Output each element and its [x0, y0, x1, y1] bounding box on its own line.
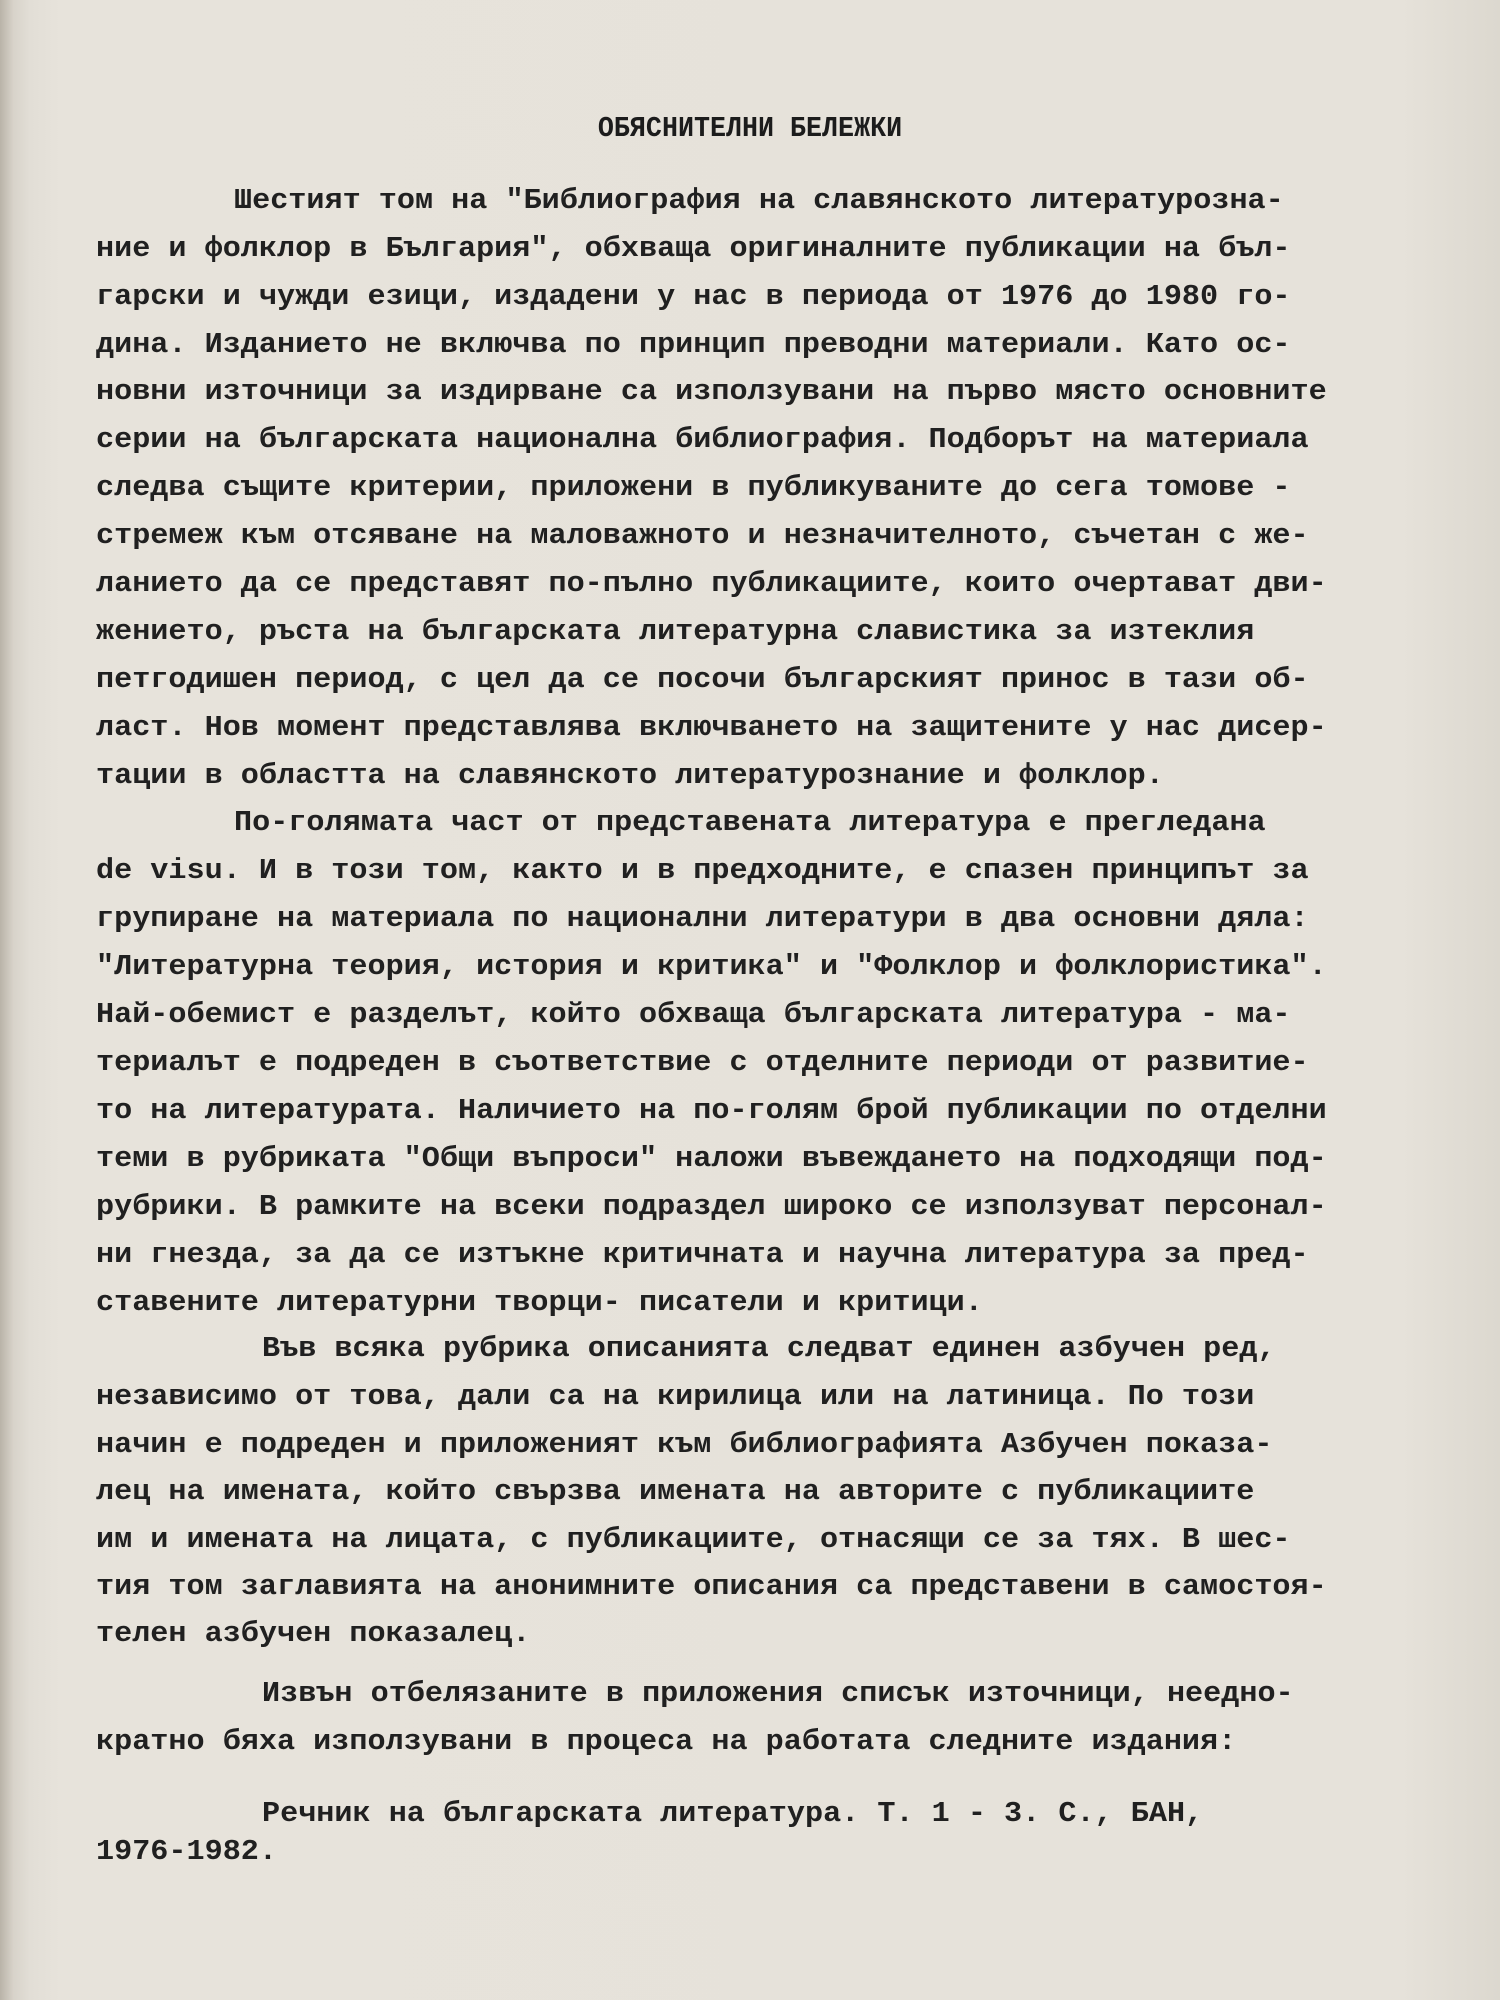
text-line: ставените литературни творци- писатели и критици.: [96, 1286, 983, 1319]
text-line: гарски и чужди езици, издадени у нас в периода от 1976 до 1980 го-: [96, 280, 1291, 313]
text-line: Най-обемист е разделът, който обхваща българската литература - ма-: [96, 998, 1291, 1031]
text-line: териалът е подреден в съответствие с отделните периоди от развитие-: [96, 1046, 1309, 1079]
text-line: серии на българската национална библиография. Подборът на материала: [96, 423, 1309, 456]
text-line: 1976-1982.: [96, 1835, 277, 1868]
text-line: стремеж към отсяване на маловажното и незначителното, съчетан с же-: [96, 519, 1309, 552]
page-title: ОБЯСНИТЕЛНИ БЕЛЕЖКИ: [597, 112, 903, 145]
text-line: тия том заглавията на анонимните описания са представени в самостоя-: [96, 1570, 1327, 1603]
text-line: дина. Изданието не включва по принцип преводни материали. Като ос-: [96, 328, 1291, 361]
text-line: ласт. Нов момент представлява включването на защитените у нас дисер-: [96, 711, 1327, 744]
text-line: групиране на материала по национални литератури в два основни дяла:: [96, 902, 1309, 935]
page-binding-edge: [0, 0, 14, 2000]
text-line: новни източници за издирване са използувани на първо място основните: [96, 375, 1327, 408]
text-line: независимо от това, дали са на кирилица или на латиница. По този: [96, 1380, 1255, 1413]
text-line: лец на имената, който свързва имената на авторите с публикациите: [96, 1475, 1255, 1508]
text-line: начин е подреден и приложеният към библиографията Азбучен показа-: [96, 1428, 1273, 1461]
text-line: жението, ръста на българската литературна славистика за изтеклия: [96, 615, 1255, 648]
text-line: кратно бяха използувани в процеса на работата следните издания:: [96, 1725, 1237, 1758]
text-line: Във всяка рубрика описанията следват единен азбучен ред,: [262, 1332, 1276, 1365]
text-line: петгодишен период, с цел да се посочи българският принос в тази об-: [96, 663, 1309, 696]
text-line: телен азбучен показалец.: [96, 1617, 531, 1650]
text-line: теми в рубриката "Общи въпроси" наложи въвеждането на подходящи под-: [96, 1142, 1327, 1175]
text-line: следва същите критерии, приложени в публикуваните до сега томове -: [96, 471, 1291, 504]
text-line: ланието да се представят по-пълно публикациите, които очертават дви-: [96, 567, 1327, 600]
text-line: то на литературата. Наличието на по-голям брой публикации по отделни: [96, 1094, 1327, 1127]
text-line: Шестият том на "Библиография на славянското литературозна-: [234, 184, 1284, 217]
text-line: тации в областта на славянското литературознание и фолклор.: [96, 759, 1164, 792]
text-line: ни гнезда, за да се изтъкне критичната и научна литература за пред-: [96, 1238, 1309, 1271]
text-line: Извън отбелязаните в приложения списък източници, неедно-: [262, 1677, 1294, 1710]
text-line: de visu. И в този том, както и в предходните, е спазен принципът за: [96, 854, 1309, 887]
text-line: Речник на българската литература. Т. 1 - 3. С., БАН,: [262, 1797, 1204, 1830]
text-line: По-голямата част от представената литература е прегледана: [234, 806, 1266, 839]
text-line: ние и фолклор в България", обхваща оригиналните публикации на бъл-: [96, 232, 1291, 265]
text-line: "Литературна теория, история и критика" и "Фолклор и фолклористика".: [96, 950, 1327, 983]
text-line: рубрики. В рамките на всеки подраздел широко се използуват персонал-: [96, 1190, 1327, 1223]
text-line: им и имената на лицата, с публикациите, отнасящи се за тях. В шес-: [96, 1523, 1291, 1556]
